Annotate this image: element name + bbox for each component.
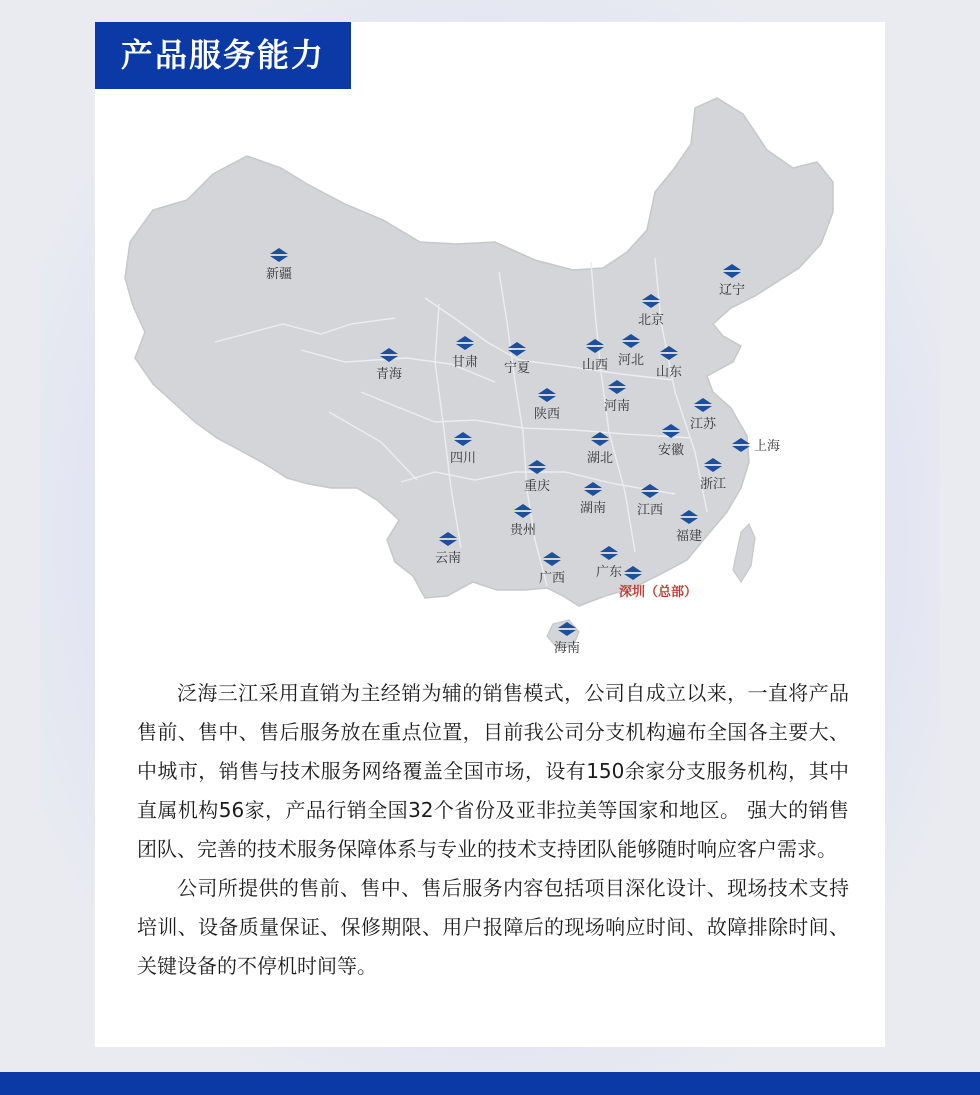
marker-label: 广西 [538, 571, 566, 586]
marker-label: 上海 [754, 439, 781, 454]
content-card [95, 22, 885, 1047]
marker-label: 安徽 [657, 443, 685, 458]
marker-label: 云南 [434, 551, 462, 566]
marker-label: 北京 [637, 313, 665, 328]
marker-label: 湖南 [579, 501, 607, 516]
marker-label: 新疆 [265, 267, 293, 282]
marker-label: 青海 [375, 367, 403, 382]
marker-label: 海南 [553, 641, 581, 656]
marker-label: 辽宁 [718, 283, 746, 298]
marker-label: 甘肃 [451, 355, 479, 370]
paragraph-1: 泛海三江采用直销为主经销为辅的销售模式，公司自成立以来，一直将产品售前、售中、售后服务放在重点位置，目前我公司分支机构遍布全国各主要大、中城市，销售与技术服务网络覆盖全国市场，设有150余家分支服务机构，其中直属机构56家，产品行销全国32个省份及亚非拉美等国家和地区。 强大的销售团队、完善的技术服务保障体系与专业的技术支持团队能够随时响应客户需求。 [137, 681, 849, 861]
footer-bar [0, 1072, 980, 1095]
marker-label: 湖北 [586, 451, 614, 466]
marker-label: 宁夏 [503, 361, 531, 376]
marker-label: 江苏 [689, 417, 717, 432]
marker-label: 河南 [603, 399, 631, 414]
marker-label: 河北 [617, 353, 645, 368]
paragraph-2: 公司所提供的售前、售中、售后服务内容包括项目深化设计、现场技术支持培训、设备质量保证、保修期限、用户报障后的现场响应时间、故障排除时间、关键设备的不停机时间等。 [137, 876, 849, 978]
marker-label: 福建 [675, 529, 703, 544]
china-map [95, 92, 885, 692]
marker-label: 浙江 [699, 477, 727, 492]
section-title: 产品服务能力 [95, 22, 351, 89]
marker-label: 山东 [655, 365, 683, 380]
marker-label: 重庆 [523, 479, 551, 494]
description [137, 674, 849, 986]
marker-label: 陕西 [533, 407, 561, 422]
mainland-shape [125, 98, 833, 606]
marker-label: 贵州 [509, 523, 537, 538]
marker-label: 江西 [636, 503, 664, 518]
marker-label: 广东 [595, 565, 623, 580]
marker-label: 深圳（总部） [619, 585, 698, 600]
marker-label: 山西 [581, 358, 609, 373]
marker-label: 四川 [449, 451, 477, 466]
taiwan-shape [733, 524, 755, 582]
